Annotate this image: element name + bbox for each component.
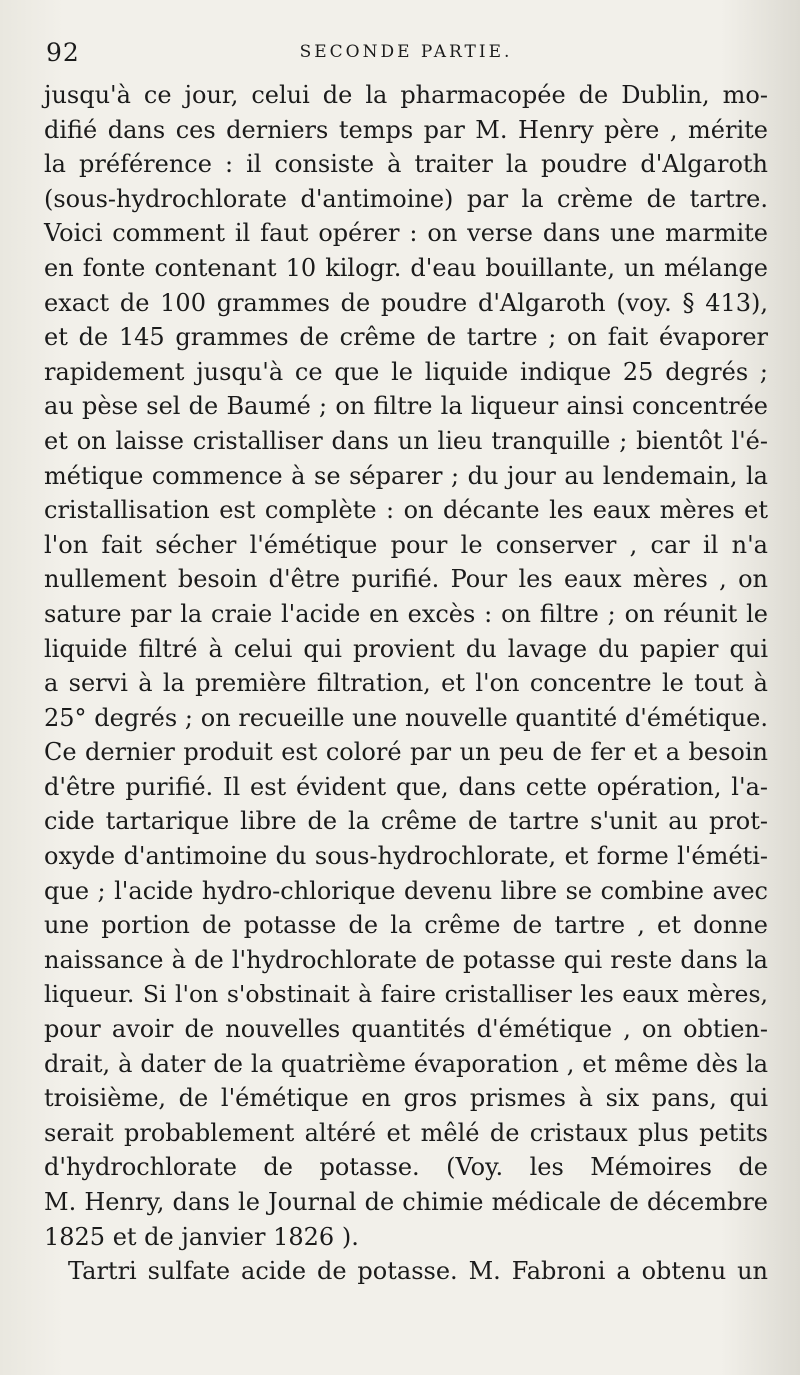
text-line: d'être purifié. Il est évident que, dans cette opération, l'a- [44,772,768,801]
page-number: 92 [46,38,80,67]
text-line: la préférence : il consiste à traiter la poudre d'Algaroth [44,150,768,179]
text-line: difié dans ces derniers temps par M. Henry père , mérite [44,115,768,144]
text-line: drait, à dater de la quatrième évaporation , et même dès la [44,1049,768,1078]
text-line: pour avoir de nouvelles quantités d'émétique , on obtien- [44,1015,768,1044]
text-line: 25° degrés ; on recueille une nouvelle quantité d'émétique. [44,703,768,732]
text-line: Ce dernier produit est coloré par un peu de fer et a besoin [44,738,768,767]
text-line: jusqu'à ce jour, celui de la pharmacopée de Dublin, mo- [44,81,768,109]
text-line: troisième, de l'émétique en gros prismes à six pans, qui [44,1084,768,1113]
text-line: et on laisse cristalliser dans un lieu tranquille ; bientôt l'é- [44,426,768,455]
text-line: (sous-hydrochlorate d'antimoine) par la crème de tartre. [44,184,768,213]
text-line: a servi à la première filtration, et l'on concentre le tout à [44,669,768,698]
body-text [44,78,768,1289]
text-line: métique commence à se séparer ; du jour au lendemain, la [44,461,768,490]
text-line: nullement besoin d'être purifié. Pour les eaux mères , on [44,565,768,594]
text-line: liquide filtré à celui qui provient du lavage du papier qui [44,634,768,663]
text-line: une portion de potasse de la crême de tartre , et donne [44,911,768,940]
text-line: Voici comment il faut opérer : on verse dans une marmite [44,219,768,248]
text-line: au pèse sel de Baumé ; on filtre la liqueur ainsi concentrée [44,392,768,421]
text-line: d'hydrochlorate de potasse. (Voy. les Mémoires de [44,1153,768,1182]
text-line: exact de 100 grammes de poudre d'Algaroth (voy. § 413), [44,288,768,317]
text-line: cristallisation est complète : on décante les eaux mères et [44,496,768,525]
running-head: SECONDE PARTIE. [299,42,513,62]
section-heading-line: Tartri sulfate acide de potasse. M. Fabroni a obtenu un [68,1257,768,1286]
text-line: sature par la craie l'acide en excès : on filtre ; on réunit le [44,599,768,628]
text-line: et de 145 grammes de crême de tartre ; on fait évaporer [44,323,768,352]
text-line: rapidement jusqu'à ce que le liquide indique 25 degrés ; [44,357,768,386]
text-line: M. Henry, dans le Journal de chimie médicale de décembre [44,1188,768,1216]
text-line: que ; l'acide hydro-chlorique devenu libre se combine avec [44,876,768,905]
text-line: 1825 et de janvier 1826 ). [44,1222,359,1251]
text-line: cide tartarique libre de la crême de tartre s'unit au prot- [44,807,768,836]
text-line: liqueur. Si l'on s'obstinait à faire cristalliser les eaux mères, [44,980,768,1009]
text-line: en fonte contenant 10 kilogr. d'eau bouillante, un mélange [44,253,768,282]
text-line: oxyde d'antimoine du sous-hydrochlorate, et forme l'éméti- [44,842,768,871]
text-line: serait probablement altéré et mêlé de cristaux plus petits [44,1118,768,1147]
page-header [44,36,768,66]
text-line: l'on fait sécher l'émétique pour le conserver , car il n'a [44,530,768,559]
text-line: naissance à de l'hydrochlorate de potasse qui reste dans la [44,945,768,974]
